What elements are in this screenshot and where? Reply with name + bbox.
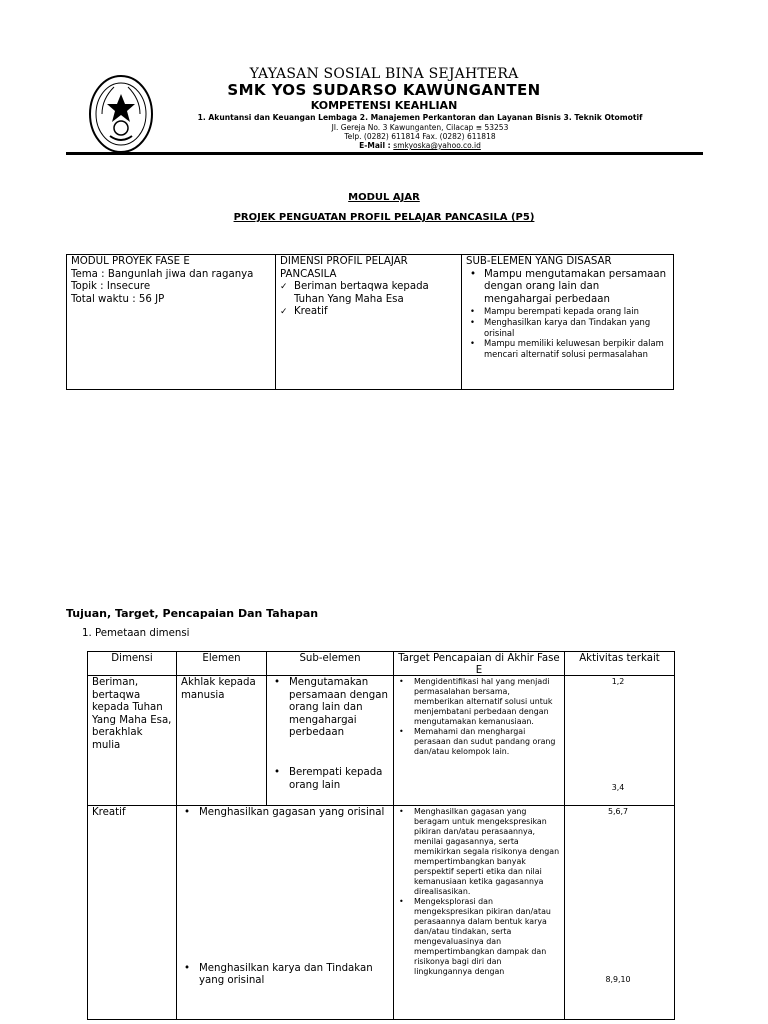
target-list xyxy=(398,807,560,977)
table-cell-dimensi: Kreatif xyxy=(87,805,177,1020)
list-item: • Menghasilkan karya dan Tindakan yang orisinal xyxy=(181,963,389,988)
column-header-elemen: Elemen xyxy=(176,651,267,676)
section-heading: Tujuan, Target, Pencapaian Dan Tahapan xyxy=(66,607,319,620)
foundation-name: YAYASAN SOSIAL BINA SEJAHTERA xyxy=(249,66,519,82)
competence-title: KOMPETENSI KEAHLIAN xyxy=(310,99,458,112)
module-info-cell xyxy=(67,255,276,389)
list-item: • Menghasilkan gagasan yang beragam untuk mengekspresikan pikiran dan/atau perasaannya, menilai gagasannya, serta memikirkan segala risikonya dengan mempertimbangkan banyak perspektif seperti etika dan nilai kemanusiaan ketika gagasannya direalisasikan. xyxy=(398,807,560,897)
list-item: • Menghasilkan gagasan yang orisinal xyxy=(181,807,389,820)
column-header-dimensi: Dimensi xyxy=(87,651,177,676)
dimension-item: ✓ Kreatif xyxy=(280,306,457,319)
table-cell-sub-elemen xyxy=(266,675,394,806)
school-phone: Telp. (0282) 611814 Fax. (0282) 611818 xyxy=(344,132,496,141)
dimension-item: ✓ Beriman bertaqwa kepada Tuhan Yang Maha Esa xyxy=(280,281,457,306)
table-cell-target xyxy=(393,675,565,806)
module-duration: Total waktu : 56 JP xyxy=(71,293,165,305)
target-list xyxy=(398,677,560,757)
email-link[interactable]: smkyoska@yahoo.co.id xyxy=(393,141,481,150)
letterhead-divider xyxy=(66,152,703,155)
school-email xyxy=(170,141,670,150)
table-cell-target xyxy=(393,805,565,1020)
activity-number: 8,9,10 xyxy=(605,975,631,984)
email-label: E-Mail : xyxy=(359,141,394,150)
sub-element-cell xyxy=(462,255,673,389)
module-theme: Tema : Bangunlah jiwa dan raganya xyxy=(71,268,254,280)
dimension-mapping-table xyxy=(87,651,675,1020)
profile-dimension-cell xyxy=(276,255,462,389)
table-cell-aktivitas xyxy=(564,805,675,1020)
module-topic: Topik : Insecure xyxy=(71,281,151,293)
profile-dimension-heading: DIMENSI PROFIL PELAJAR PANCASILA xyxy=(280,256,408,280)
column-header-sub-elemen: Sub-elemen xyxy=(266,651,394,676)
list-item: • Mengutamakan persamaan dengan orang lain dan mengahargai perbedaan xyxy=(271,677,389,740)
table-cell-elemen: Akhlak kepada manusia xyxy=(176,675,267,806)
dimension-checklist xyxy=(280,281,457,319)
document-title: MODUL AJAR xyxy=(348,192,420,203)
activity-number: 1,2 xyxy=(611,677,625,686)
list-item: • Berempati kepada orang lain xyxy=(271,767,389,792)
column-header-target: Target Pencapaian di Akhir Fase E xyxy=(393,651,565,676)
sub-element-item: • Mampu mengutamakan persamaan dengan orang lain dan mengahargai perbedaan xyxy=(466,269,669,307)
table-cell-elemen-sub xyxy=(176,805,394,1020)
list-item: • Memahami dan menghargai perasaan dan sudut pandang orang dan/atau kelompok lain. xyxy=(398,727,560,757)
activity-number: 5,6,7 xyxy=(607,807,629,816)
list-item: • Mengidentifikasi hal yang menjadi permasalahan bersama, memberikan alternatif solusi untuk menjembatani perbedaan dengan mengutamakan kemanusiaan. xyxy=(398,677,560,727)
table-cell-dimensi: Beriman, bertaqwa kepada Tuhan Yang Maha Esa, berakhlak mulia xyxy=(87,675,177,806)
project-title: PROJEK PENGUATAN PROFIL PELAJAR PANCASILA (P5) xyxy=(233,212,535,223)
school-name: SMK YOS SUDARSO KAWUNGANTEN xyxy=(227,81,541,99)
programs-list: 1. Akuntansi dan Keuangan Lembaga 2. Manajemen Perkantoran dan Layanan Bisnis 3. Teknik Otomotif xyxy=(197,113,643,122)
sub-element-item: • Menghasilkan karya dan Tindakan yang orisinal xyxy=(466,317,669,338)
section-item-1: 1. Pemetaan dimensi xyxy=(82,628,190,639)
sub-element-list xyxy=(466,269,669,360)
sub-elemen-list xyxy=(271,677,389,792)
sub-element-heading: SUB-ELEMEN YANG DISASAR xyxy=(466,256,612,267)
school-address: Jl. Gereja No. 3 Kawunganten, Cilacap ≡ 53253 xyxy=(331,123,509,132)
module-phase-heading: MODUL PROYEK FASE E xyxy=(71,256,190,267)
sub-element-item: • Mampu berempati kepada orang lain xyxy=(466,306,669,317)
column-header-aktivitas: Aktivitas terkait xyxy=(564,651,675,676)
activity-number: 3,4 xyxy=(611,783,625,792)
sub-element-item: • Mampu memiliki keluwesan berpikir dalam mencari alternatif solusi permasalahan xyxy=(466,338,669,359)
elemen-sub-list xyxy=(181,807,389,988)
module-info-table xyxy=(66,254,674,390)
list-item: • Mengeksplorasi dan mengekspresikan pikiran dan/atau perasaannya dalam bentuk karya dan/atau tindakan, serta mengevaluasinya dan mempertimbangkan dampak dan risikonya bagi diri dan lingkungannya dengan xyxy=(398,897,560,977)
